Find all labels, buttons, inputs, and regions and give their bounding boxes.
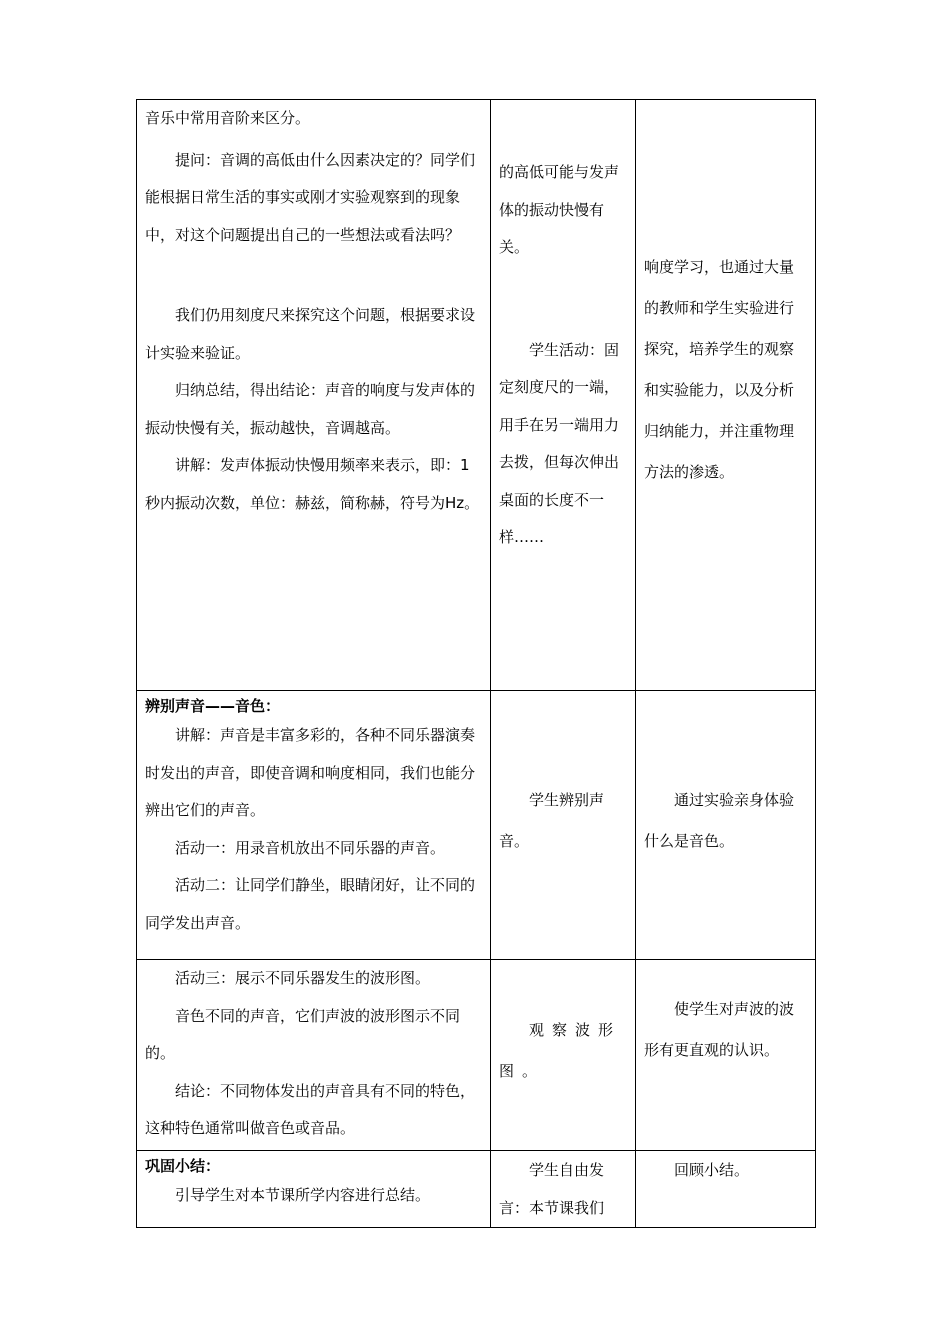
table-row [137, 691, 816, 960]
teacher-activity-cell [137, 1151, 491, 1228]
paragraph: 学生自由发言：本节课我们 [499, 1161, 605, 1217]
design-intent-cell [636, 100, 816, 691]
table-row [137, 960, 816, 1151]
paragraph: 学生活动：固定刻度尺的一端，用手在另一端用力去拨，但每次伸出桌面的长度不一样…… [499, 340, 620, 546]
table-row [137, 100, 816, 691]
paragraph: 音乐中常用音阶来区分。 [145, 109, 311, 127]
table-row [137, 1151, 816, 1228]
section-heading: 辨别声音——音色： [145, 697, 281, 715]
paragraph: 归纳总结，得出结论：声音的响度与发声体的振动快慢有关，振动越快，音调越高。 [145, 381, 476, 437]
paragraph: 学生辨别声音。 [499, 791, 605, 850]
paragraph: 通过实验亲身体验什么是音色。 [644, 791, 795, 850]
teacher-activity-cell [137, 960, 491, 1151]
paragraph: 讲解：发声体振动快慢用频率来表示，即：1秒内振动次数，单位：赫兹，简称赫，符号为Hz。 [145, 456, 480, 512]
paragraph: 观察波形图。 [499, 1021, 622, 1080]
paragraph: 回顾小结。 [674, 1161, 750, 1179]
paragraph: 活动二：让同学们静坐，眼睛闭好，让不同的同学发出声音。 [145, 876, 476, 932]
design-intent-cell [636, 960, 816, 1151]
paragraph: 结论：不同物体发出的声音具有不同的特色，这种特色通常叫做音色或音品。 [145, 1081, 476, 1137]
paragraph: 响度学习，也通过大量的教师和学生实验进行探究，培养学生的观察和实验能力，以及分析归纳能力，并注重物理方法的渗透。 [644, 258, 795, 481]
paragraph: 讲解：声音是丰富多彩的，各种不同乐器演奏时发出的声音，即使音调和响度相同，我们也能分辨出它们的声音。 [145, 726, 476, 819]
design-intent-cell [636, 691, 816, 960]
paragraph: 提问：音调的高低由什么因素决定的？同学们能根据日常生活的事实或刚才实验观察到的现象中，对这个问题提出自己的一些想法或看法吗？ [145, 150, 476, 244]
section-heading: 巩固小结： [145, 1157, 221, 1175]
student-activity-cell [491, 1151, 636, 1228]
paragraph: 使学生对声波的波形有更直观的认识。 [644, 1000, 795, 1059]
paragraph: 引导学生对本节课所学内容进行总结。 [175, 1186, 431, 1204]
teacher-activity-cell [137, 100, 491, 691]
paragraph: 活动一：用录音机放出不同乐器的声音。 [175, 838, 446, 857]
paragraph: 我们仍用刻度尺来探究这个问题，根据要求设计实验来验证。 [145, 306, 476, 362]
design-intent-cell [636, 1151, 816, 1228]
student-activity-cell [491, 960, 636, 1151]
paragraph: 活动三：展示不同乐器发生的波形图。 [175, 969, 431, 987]
student-activity-cell [491, 100, 636, 691]
teacher-activity-cell [137, 691, 491, 960]
paragraph: 的高低可能与发声体的振动快慢有关。 [499, 163, 620, 256]
student-activity-cell [491, 691, 636, 960]
paragraph: 音色不同的声音，它们声波的波形图示不同的。 [145, 1006, 461, 1062]
lesson-plan-table [136, 99, 816, 1228]
